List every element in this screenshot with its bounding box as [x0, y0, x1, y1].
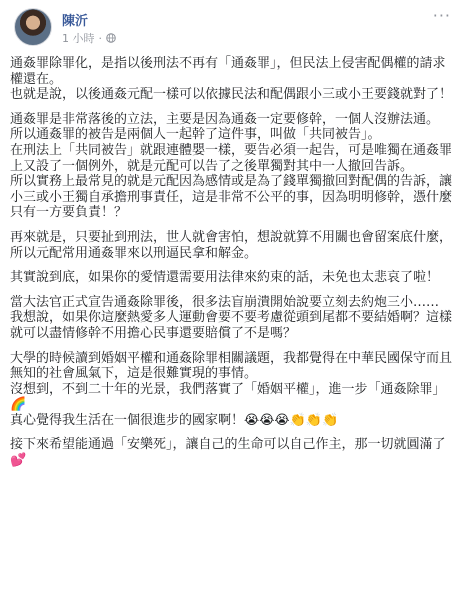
text-line: 真心覺得我生活在一個很進步的國家啊！😭😭😭👏👏👏	[10, 412, 339, 428]
paragraph-6	[10, 351, 454, 429]
text-line: 在刑法上「共同被告」就跟連體嬰一樣，要告必須一起告，可是唯獨在通姦罪上又設了一個例外，就是元配可以告了之後單獨對其中一人撤回告訴。	[10, 142, 453, 174]
paragraph-4	[10, 270, 454, 286]
text-line: 接下來希望能通過「安樂死」，讓自己的生命可以自己作主，那一切就圓滿了💕	[10, 437, 446, 469]
paragraph-3	[10, 230, 454, 261]
author-avatar[interactable]	[14, 8, 52, 46]
text-line: 通姦罪是非常落後的立法，主要是因為通姦一定要修幹，一個人沒辦法通。	[10, 111, 440, 127]
text-line: 再來就是，只要扯到刑法，世人就會害怕，想說就算不用關也會留案底什麼，所以元配常用通姦罪來以刑逼民拿和解金。	[10, 229, 453, 261]
text-line: 也就是說，以後通姦元配一樣可以依據民法和配偶跟小三或小王要錢就對了！	[10, 87, 453, 103]
paragraph-5	[10, 295, 454, 342]
text-line: 大學的時候讀到婚姻平權和通姦除罪相關議題，我都覺得在中華民國保守而且無知的社會風氣下，這是很難實現的事情。	[10, 350, 453, 382]
meta-separator: ·	[98, 31, 102, 45]
text-line: 通姦罪除罪化，是指以後刑法不再有「通姦罪」，但民法上侵害配偶權的請求權還在。	[10, 56, 446, 87]
paragraph-2	[10, 112, 454, 221]
paragraph-1	[10, 56, 454, 103]
post-content	[10, 56, 454, 478]
more-options-icon[interactable]: ···	[432, 6, 451, 25]
text-line: 我想說，如果你這麼熱愛多人運動會要不要考慮從頭到尾都不要結婚啊？這樣就可以盡情修幹不用擔心民事還要賠償了不是嗎？	[10, 310, 453, 341]
post-timestamp[interactable]: 1 小時	[62, 32, 95, 45]
globe-icon[interactable]	[106, 33, 116, 43]
paragraph-7	[10, 437, 454, 468]
text-line: 所以實務上最常見的就是元配因為感情或是為了錢單獨撤回對配偶的告訴，讓小三或小王獨自承擔刑事責任，這是非常不公平的事，因為明明修幹，憑什麼只有一方要負責！？	[10, 174, 453, 221]
author-name[interactable]: 陳沂	[62, 14, 89, 29]
text-line: 沒想到，不到二十年的光景，我們落實了「婚姻平權」，進一步「通姦除罪」🌈	[10, 381, 446, 413]
post-header	[0, 0, 459, 50]
text-line: 當大法官正式宣告通姦除罪後，很多法盲崩潰開始說要立刻去約炮三小……	[10, 294, 440, 310]
text-line: 所以通姦罪的被告是兩個人一起幹了這件事，叫做「共同被告」。	[10, 127, 381, 143]
text-line: 其實說到底，如果你的愛情還需要用法律來約束的話，未免也太悲哀了啦！	[10, 270, 440, 286]
post-meta	[62, 30, 116, 46]
